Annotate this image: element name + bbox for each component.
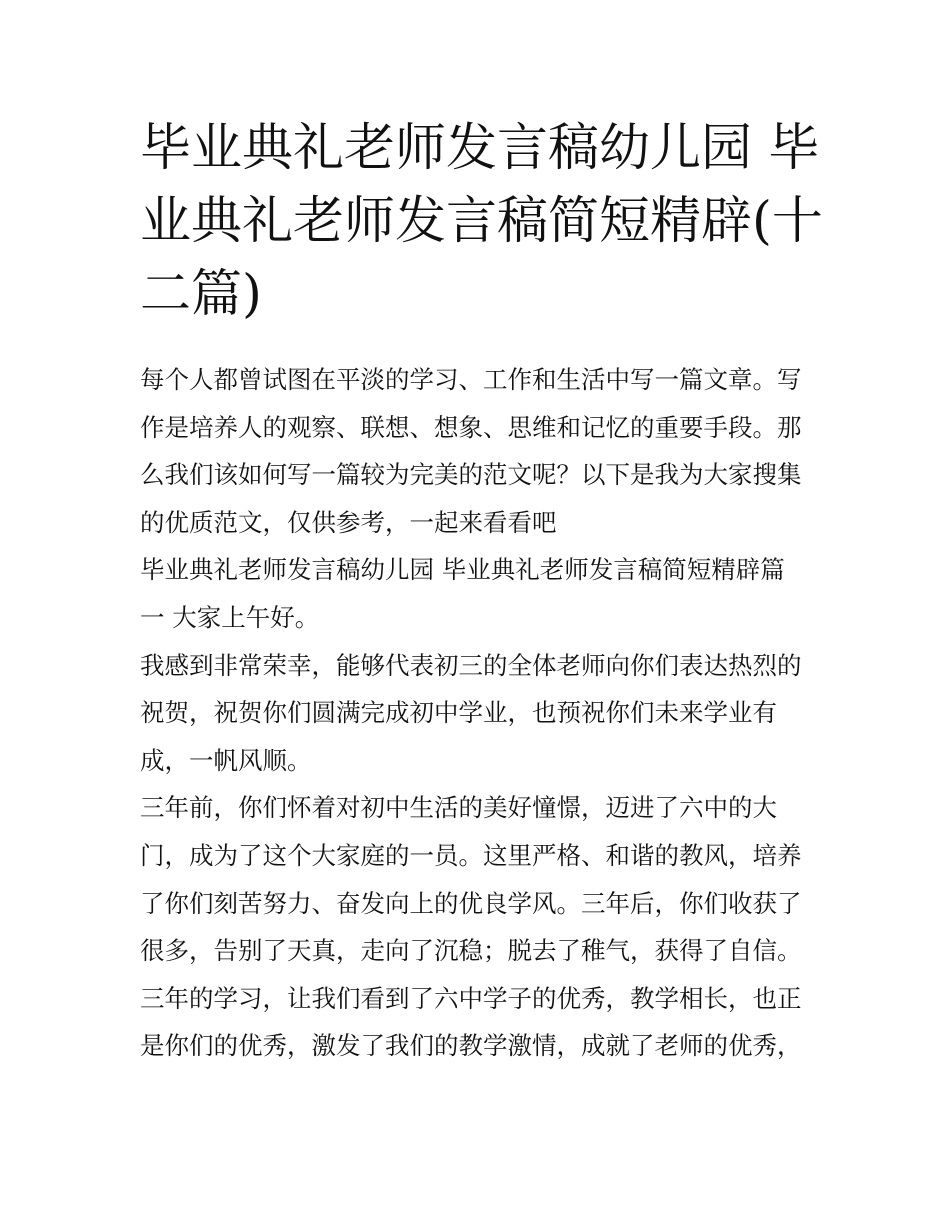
body-line: 的优质范文，仅供参考，一起来看看吧 xyxy=(140,507,557,537)
title-line-2: 业典礼老师发言稿简短精辟(十 xyxy=(140,192,823,251)
body-line: 很多，告别了天真，走向了沉稳；脱去了稚气，获得了自信。 xyxy=(140,936,802,966)
document-body xyxy=(140,356,820,1070)
body-line: 三年前，你们怀着对初中生活的美好憧憬，迈进了六中的大 xyxy=(140,793,777,823)
body-line: 每个人都曾试图在平淡的学习、工作和生活中写一篇文章。写 xyxy=(140,365,802,394)
body-line: 三年的学习，让我们看到了六中学子的优秀，教学相长，也正 xyxy=(140,983,802,1013)
body-line: 一 大家上午好。 xyxy=(140,602,320,632)
title-line-3: 二篇) xyxy=(140,265,262,324)
body-line: 作是培养人的观察、联想、想象、思维和记忆的重要手段。那 xyxy=(140,412,802,442)
body-line: 成，一帆风顺。 xyxy=(140,745,312,775)
body-line: 毕业典礼老师发言稿幼儿园 毕业典礼老师发言稿简短精辟篇 xyxy=(140,555,785,585)
body-line: 么我们该如何写一篇较为完美的范文呢？以下是我为大家搜集 xyxy=(140,460,802,490)
document-title xyxy=(140,112,823,331)
body-line: 了你们刻苦努力、奋发向上的优良学风。三年后，你们收获了 xyxy=(140,888,802,918)
body-line: 是你们的优秀，激发了我们的教学激情，成就了老师的优秀， xyxy=(140,1031,802,1061)
body-line: 祝贺，祝贺你们圆满完成初中学业，也预祝你们未来学业有 xyxy=(140,698,777,728)
body-line: 门，成为了这个大家庭的一员。这里严格、和谐的教风，培养 xyxy=(140,840,802,870)
title-line-1: 毕业典礼老师发言稿幼儿园 毕 xyxy=(140,119,820,178)
body-line: 我感到非常荣幸，能够代表初三的全体老师向你们表达热烈的 xyxy=(140,650,802,680)
